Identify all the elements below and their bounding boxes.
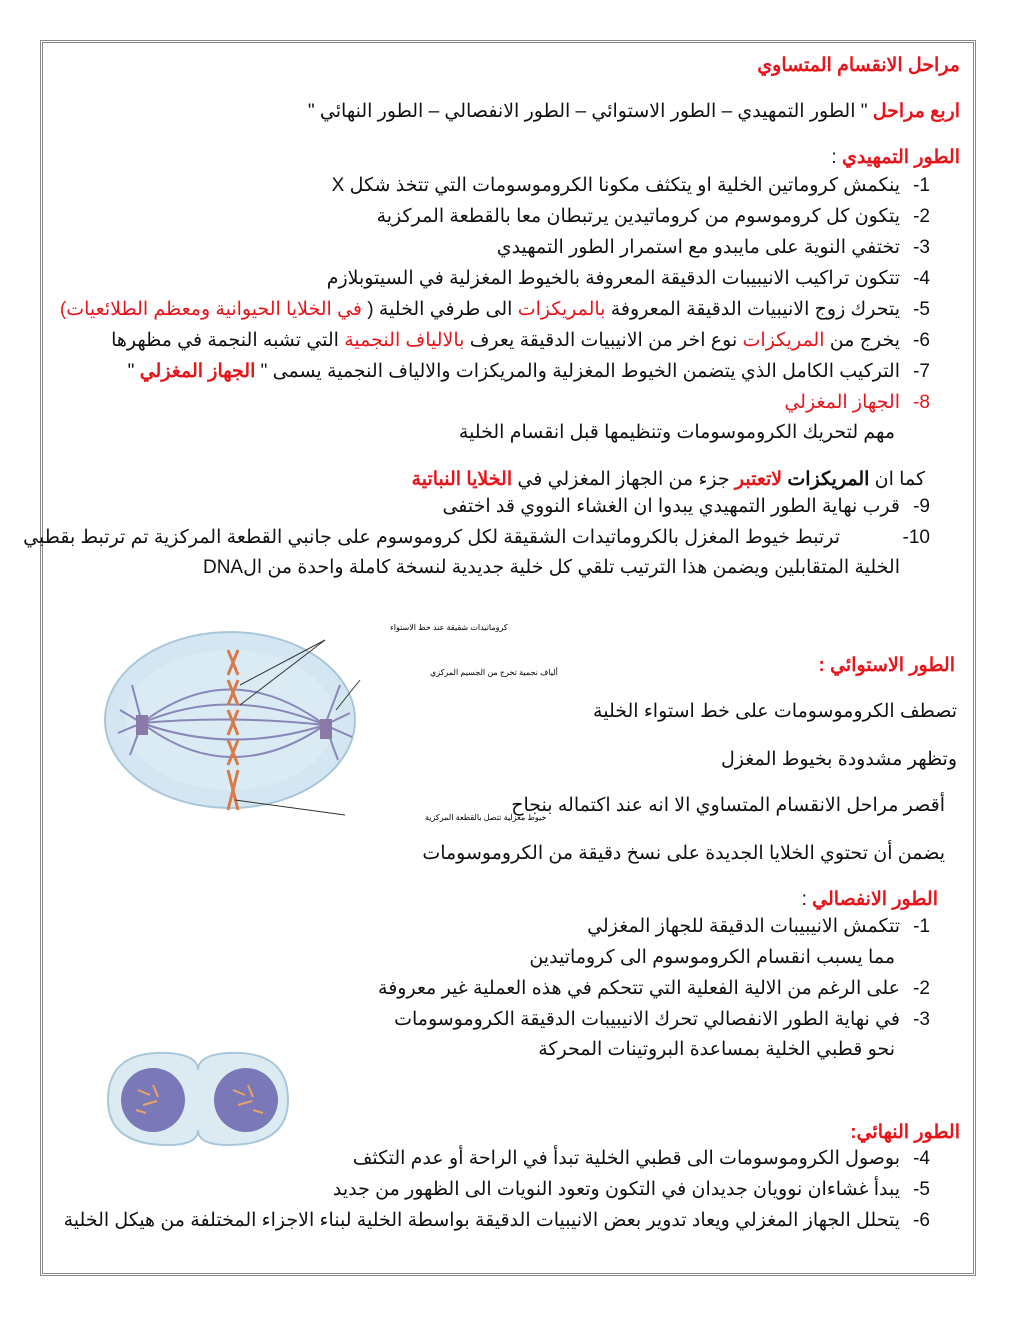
emphasized-text: الطور الاستوائي : xyxy=(818,655,955,676)
text-segment: نوع اخر من الانيبيات الدقيقة يعرف xyxy=(464,330,743,351)
emphasized-text: لاتعتبر xyxy=(734,469,783,490)
text-segment: التي تشبه النجمة في مظهرها xyxy=(111,330,345,351)
emphasized-text: بالمريكزات xyxy=(517,299,606,320)
list-number: 3- xyxy=(913,1009,930,1030)
emphasized-text: مراحل الانقسام المتساوي xyxy=(757,55,960,76)
text-line xyxy=(203,556,900,580)
text-segment: وتظهر مشدودة بخيوط المغزل xyxy=(721,749,957,770)
list-number: 9- xyxy=(913,496,930,517)
text-segment: كما ان xyxy=(869,469,925,490)
list-item xyxy=(587,915,900,939)
emphasized-text: الطور الانفصالي xyxy=(812,889,938,910)
text-segment: : xyxy=(831,147,842,168)
text-line xyxy=(802,888,938,912)
list-item xyxy=(64,1209,900,1233)
emphasized-text: الخلايا النباتية xyxy=(411,469,513,490)
list-number: 8- xyxy=(913,392,930,413)
list-item xyxy=(353,1147,900,1171)
text-line xyxy=(422,842,945,866)
list-number: 5- xyxy=(913,299,930,320)
text-segment: تتكمش الانيبيبات الدقيقة للجهاز المغزلي xyxy=(587,916,900,937)
emphasized-text: الجهاز المغزلي xyxy=(784,392,900,413)
emphasized-text: الطور النهائي: xyxy=(850,1122,960,1143)
list-number: 2- xyxy=(913,206,930,227)
text-segment: تتكون تراكيب الانيبيبات الدقيقة المعروفة بالخيوط المغزلية في السيتوبلازم xyxy=(326,268,900,289)
text-segment: على الرغم من الالية الفعلية التي تتحكم في هذه العملية غير معروفة xyxy=(378,978,900,999)
text-segment: مهم لتحريك الكروموسومات وتنظيمها قبل انقسام الخلية xyxy=(458,422,895,443)
list-item xyxy=(378,977,900,1001)
label-chromatids: كروماتيدات شقيقة عند خط الاستواء xyxy=(390,623,508,632)
list-number: 1- xyxy=(913,916,930,937)
list-number: 5- xyxy=(913,1179,930,1200)
emphasized-text: المريكزات xyxy=(787,469,870,490)
emphasized-text: في الخلايا الحيوانية ومعظم الطلائعيات) xyxy=(59,299,368,320)
emphasized-text: الطور التمهيدي xyxy=(841,147,960,168)
text-line xyxy=(850,1121,960,1145)
list-number: 10- xyxy=(902,527,930,548)
emphasized-text: المريكزات xyxy=(742,330,825,351)
list-number: 3- xyxy=(913,237,930,258)
list-item xyxy=(333,1178,900,1202)
text-segment: الى طرفي الخلية ( xyxy=(367,299,518,320)
emphasized-text: الجهاز المغزلي xyxy=(139,361,256,382)
emphasized-text: بالالياف النجمية xyxy=(344,330,465,351)
text-segment: بوصول الكروموسومات الى قطبي الخلية تبدأ في الراحة أو عدم التكثف xyxy=(352,1148,900,1169)
emphasized-text: اربع مراحل xyxy=(872,101,960,122)
text-segment: أقصر مراحل الانقسام المتساوي الا انه عند اكتماله بنجاح xyxy=(511,795,945,816)
metaphase-cell-figure xyxy=(100,615,558,840)
text-line xyxy=(721,748,957,772)
list-item xyxy=(497,236,900,260)
text-segment: يخرج من xyxy=(824,330,900,351)
text-line xyxy=(757,54,960,78)
label-spindle: خيوط مغزلية تتصل بالقطعة المركزية xyxy=(425,813,547,822)
list-number: 4- xyxy=(913,268,930,289)
text-segment: يتكون كل كروموسوم من كروماتيدين يرتبطان معا بالقطعة المركزية xyxy=(376,206,900,227)
label-aster: ألياف نجمية تخرج من الجسيم المركزي xyxy=(430,668,558,677)
list-item xyxy=(332,174,900,198)
list-number: 6- xyxy=(913,330,930,351)
text-segment: في نهاية الطور الانفصالي تحرك الانيبيبات الدقيقة الكروموسومات xyxy=(394,1009,900,1030)
text-line xyxy=(538,1038,895,1062)
text-segment: قرب نهاية الطور التمهيدي يبدوا ان الغشاء النووي قد اختفى xyxy=(442,496,900,517)
text-segment: " الطور التمهيدي – الطور الاستوائي – الطور الانفصالي – الطور النهائي " xyxy=(307,101,873,122)
text-segment: الخلية المتقابلين ويضمن هذا الترتيب تلقي كل خلية جديدية لنسخة كاملة واحدة من الDNA xyxy=(202,557,900,578)
text-line xyxy=(831,146,960,170)
centriole-left xyxy=(136,715,148,735)
text-segment: ينكمش كروماتين الخلية او يتكثف مكونا الكروموسومات التي تتخذ شكل X xyxy=(331,175,900,196)
telophase-cell-figure xyxy=(98,1045,298,1150)
text-segment: نحو قطبي الخلية بمساعدة البروتينات المحركة xyxy=(538,1039,895,1060)
text-line xyxy=(412,468,925,492)
text-segment: يتحلل الجهاز المغزلي ويعاد تدوير بعض الانيبيات الدقيقة بواسطة الخلية لبناء الاجزاء المختلفة من هيكل الخلية xyxy=(63,1210,900,1231)
list-item xyxy=(327,267,900,291)
list-item xyxy=(784,391,900,415)
text-line xyxy=(593,700,957,724)
text-line xyxy=(511,794,945,818)
list-item xyxy=(394,1008,900,1032)
list-item xyxy=(128,360,900,384)
list-number: 6- xyxy=(913,1210,930,1231)
text-segment: تصطف الكروموسومات على خط استواء الخلية xyxy=(593,701,957,722)
text-line xyxy=(308,100,960,124)
text-segment: يتحرك زوج الانيبيات الدقيقة المعروفة xyxy=(605,299,900,320)
text-segment: ترتبط خيوط المغزل بالكروماتيدات الشقيقة لكل كروموسوم على جانبي القطعة المركزية تم ترتبط بقطبي xyxy=(23,527,840,548)
list-item xyxy=(377,205,900,229)
list-number: 7- xyxy=(913,361,930,382)
list-item xyxy=(60,298,900,322)
list-item xyxy=(442,495,900,519)
list-number: 2- xyxy=(913,978,930,999)
text-segment: تختفي النوية على مايبدو مع استمرار الطور التمهيدي xyxy=(496,237,900,258)
text-segment: التركيب الكامل الذي يتضمن الخيوط المغزلية والمريكزات والالياف النجمية يسمى " xyxy=(255,361,900,382)
list-number: 4- xyxy=(913,1148,930,1169)
text-line xyxy=(529,946,895,970)
text-segment: مما يسبب انقسام الكروموسوم الى كروماتيدين xyxy=(529,947,895,968)
text-segment: يضمن أن تحتوي الخلايا الجديدة على نسخ دقيقة من الكروموسومات xyxy=(422,843,945,864)
text-segment: : xyxy=(801,889,813,910)
centriole-right xyxy=(320,719,332,739)
list-item xyxy=(111,329,900,353)
list-item xyxy=(23,526,840,550)
text-line xyxy=(459,421,895,445)
list-number: 1- xyxy=(913,175,930,196)
text-line xyxy=(818,654,955,678)
text-segment: يبدأ غشاءان نوويان جديدان في التكون وتعود النويات الى الظهور من جديد xyxy=(332,1179,900,1200)
text-segment: جزء من الجهاز المغزلي في xyxy=(512,469,735,490)
text-segment: " xyxy=(127,361,140,382)
